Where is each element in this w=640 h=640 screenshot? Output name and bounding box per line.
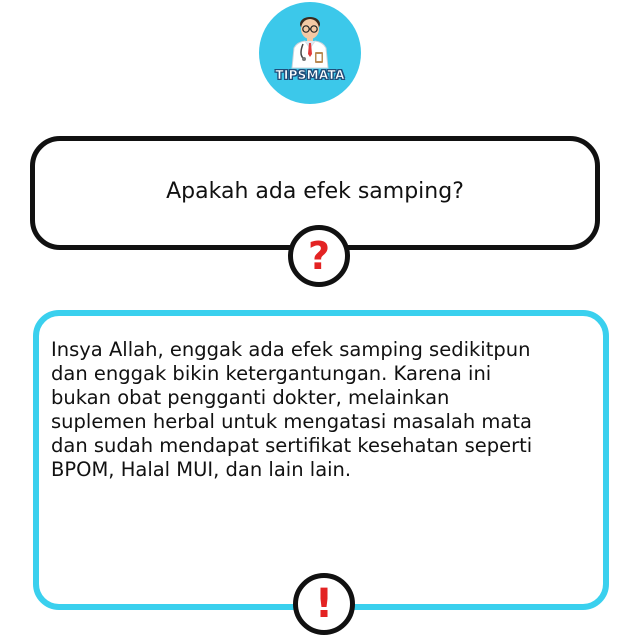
question-mark-icon: ? [288,225,350,287]
answer-box [33,310,609,610]
answer-line: suplemen herbal untuk mengatasi masalah mata [51,410,532,433]
answer-line: Insya Allah, enggak ada efek samping sedikitpun [51,338,531,361]
question-text: Apakah ada efek samping? [166,179,464,204]
answer-line: dan enggak bikin ketergantungan. Karena ini [51,362,492,385]
doctor-icon [259,2,361,104]
logo-text: TIPSMATA [275,68,345,82]
answer-line: BPOM, Halal MUI, dan lain lain. [51,458,352,481]
answer-line: bukan obat pengganti dokter, melainkan [51,386,450,409]
exclamation-mark-icon: ! [293,573,355,635]
tipsmata-logo [259,2,361,104]
answer-line: dan sudah mendapat sertifikat kesehatan seperti [51,434,533,457]
answer-text [51,338,607,482]
